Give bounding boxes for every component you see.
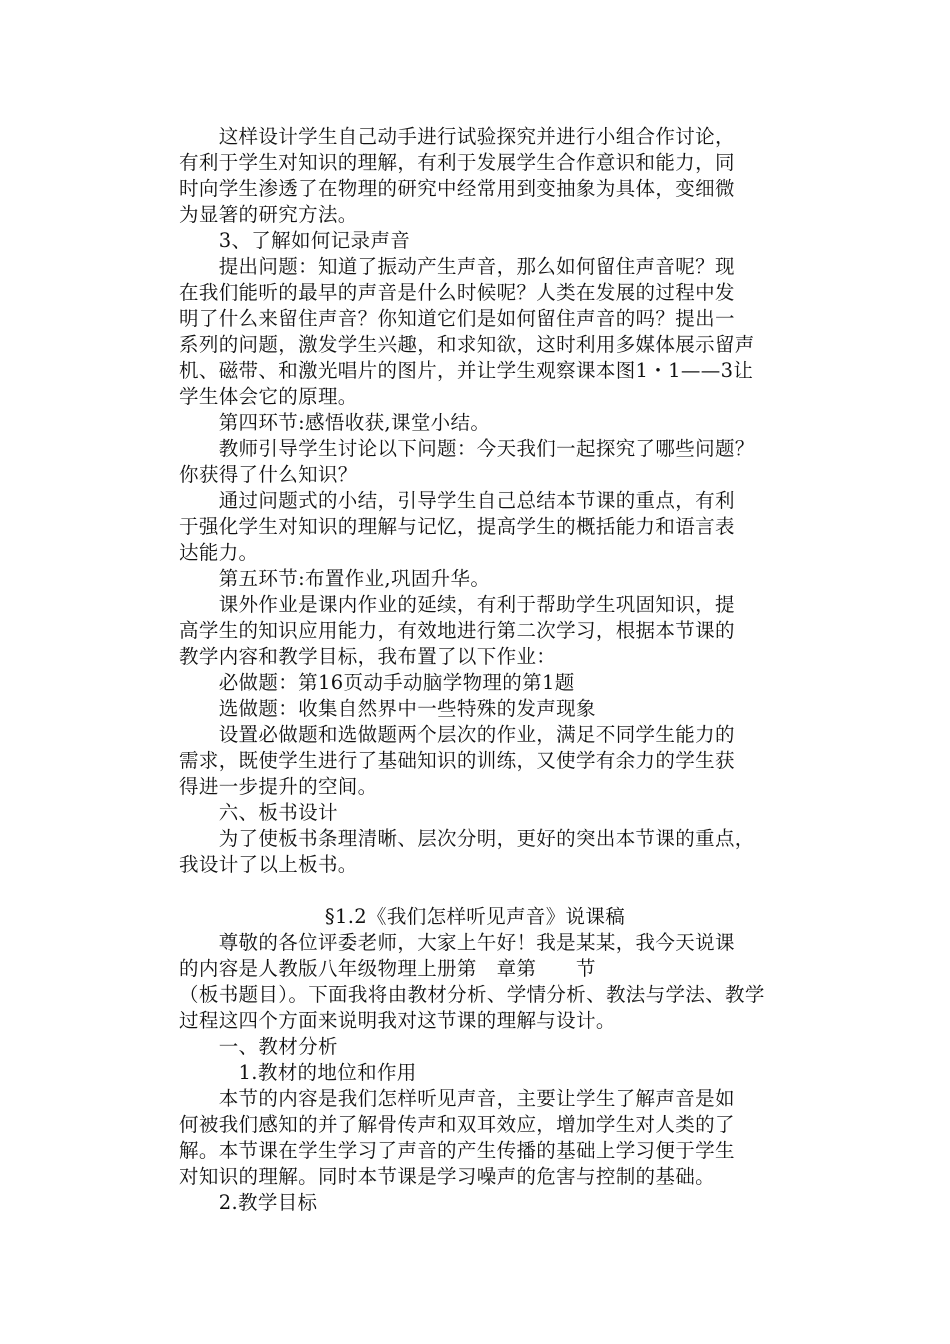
paragraph-line: 必做题：第16页动手动脑学物理的第1题 [179, 671, 575, 694]
paragraph-line: 为了使板书条理清晰、层次分明，更好的突出本节课的重点， [179, 827, 755, 850]
paragraph-line: 你获得了什么知识？ [179, 463, 358, 486]
section-heading: 3、了解如何记录声音 [179, 229, 411, 252]
paragraph-line: 的内容是人教版八年级物理上册第 章第 节 [179, 957, 596, 980]
paragraph-line: 需求，既使学生进行了基础知识的训练，又使学有余力的学生获 [179, 749, 735, 772]
paragraph-line: 解。本节课在学生学习了声音的产生传播的基础上学习便于学生 [179, 1139, 735, 1162]
paragraph-line: 有利于学生对知识的理解，有利于发展学生合作意识和能力，同 [179, 151, 735, 174]
subsection-heading: 2.教学目标 [179, 1191, 318, 1214]
paragraph-line: 本节的内容是我们怎样听见声音，主要让学生了解声音是如 [179, 1087, 735, 1110]
paragraph-line: 得进一步提升的空间。 [179, 775, 378, 798]
paragraph-line: 系列的问题，激发学生兴趣，和求知欲，这时利用多媒体展示留声 [179, 333, 755, 356]
section-heading: 第四环节:感悟收获,课堂小结。 [179, 411, 491, 434]
paragraph-line: 教师引导学生讨论以下问题：今天我们一起探究了哪些问题？ [179, 437, 755, 460]
paragraph-line: 过程这四个方面来说明我对这节课的理解与设计。 [179, 1009, 616, 1032]
paragraph-line: 为显箸的研究方法。 [179, 203, 358, 226]
section-heading: 一、教材分析 [179, 1035, 338, 1058]
subsection-heading: 1.教材的地位和作用 [179, 1061, 417, 1084]
paragraph-line: 课外作业是课内作业的延续，有利于帮助学生巩固知识，提 [179, 593, 735, 616]
paragraph-line: 设置必做题和选做题两个层次的作业，满足不同学生能力的 [179, 723, 735, 746]
section-heading: 第五环节:布置作业,巩固升华。 [179, 567, 491, 590]
paragraph-line: 机、磁带、和激光唱片的图片，并让学生观察课本图1・1——3让 [179, 359, 754, 382]
paragraph-line: （板书题目）。下面我将由教材分析、学情分析、教法与学法、教学 [179, 983, 765, 1006]
paragraph-line: 何被我们感知的并了解骨传声和双耳效应，增加学生对人类的了 [179, 1113, 735, 1136]
paragraph-line: 对知识的理解。同时本节课是学习噪声的危害与控制的基础。 [179, 1165, 715, 1188]
paragraph-line: 选做题：收集自然界中一些特殊的发声现象 [179, 697, 596, 720]
paragraph-line: 通过问题式的小结，引导学生自己总结本节课的重点，有利 [179, 489, 735, 512]
paragraph-line: 在我们能听的最早的声音是什么时候呢？人类在发展的过程中发 [179, 281, 735, 304]
paragraph-line: 这样设计学生自己动手进行试验探究并进行小组合作讨论， [179, 125, 735, 148]
paragraph-line: 教学内容和教学目标，我布置了以下作业： [179, 645, 557, 668]
document-title: §1.2《我们怎样听见声音》说课稿 [324, 905, 626, 928]
paragraph-line: 明了什么来留住声音？你知道它们是如何留住声音的吗？提出一 [179, 307, 735, 330]
paragraph-line: 时向学生渗透了在物理的研究中经常用到变抽象为具体，变细微 [179, 177, 735, 200]
paragraph-line: 高学生的知识应用能力，有效地进行第二次学习，根据本节课的 [179, 619, 735, 642]
section-heading: 六、板书设计 [179, 801, 338, 824]
paragraph-line: 于强化学生对知识的理解与记忆，提高学生的概括能力和语言表 [179, 515, 735, 538]
paragraph-line: 达能力。 [179, 541, 259, 564]
paragraph-line: 我设计了以上板书。 [179, 853, 358, 876]
paragraph-line: 提出问题：知道了振动产生声音，那么如何留住声音呢？现 [179, 255, 735, 278]
paragraph-line: 学生体会它的原理。 [179, 385, 358, 408]
paragraph-line: 尊敬的各位评委老师，大家上午好！我是某某，我今天说课 [179, 931, 735, 954]
